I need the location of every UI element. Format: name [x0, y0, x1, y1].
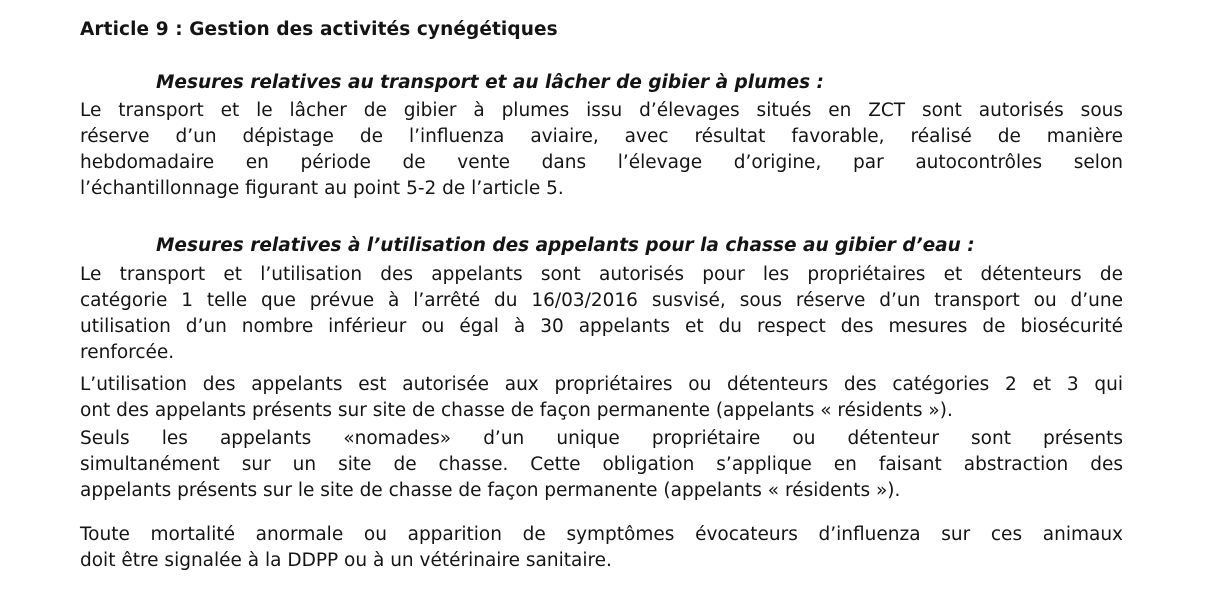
article-title: Article 9 : Gestion des activités cynégétiques	[80, 19, 558, 40]
text-line: Le transport et le lâcher de gibier à plumes issu d’élevages situés en ZCT sont autorisés sous	[80, 100, 1123, 121]
text-line: doit être signalée à la DDPP ou à un vétérinaire sanitaire.	[80, 550, 612, 571]
paragraph-transport-lacher	[80, 98, 1123, 202]
paragraph-appelants-categorie-1	[80, 262, 1123, 366]
paragraph-mortalite	[80, 522, 1123, 574]
text-line: Le transport et l’utilisation des appelants sont autorisés pour les propriétaires et détenteurs de	[80, 264, 1123, 285]
paragraph-appelants-nomades	[80, 426, 1123, 504]
text-line: L’utilisation des appelants est autorisée aux propriétaires ou détenteurs des catégories 2 et 3 qui	[80, 374, 1123, 395]
section-heading-appelants: Mesures relatives à l’utilisation des appelants pour la chasse au gibier d’eau :	[156, 235, 975, 256]
paragraph-appelants-categories-2-3	[80, 372, 1123, 424]
text-line: réserve d’un dépistage de l’influenza aviaire, avec résultat favorable, réalisé de manière	[80, 126, 1123, 147]
text-line: l’échantillonnage figurant au point 5-2 de l’article 5.	[80, 178, 564, 199]
text-line: ont des appelants présents sur site de chasse de façon permanente (appelants « résidents »).	[80, 400, 953, 421]
text-line: hebdomadaire en période de vente dans l’élevage d’origine, par autocontrôles selon	[80, 152, 1123, 173]
text-line: renforcée.	[80, 342, 175, 363]
text-line: appelants présents sur le site de chasse de façon permanente (appelants « résidents »).	[80, 480, 901, 501]
text-line: Toute mortalité anormale ou apparition de symptômes évocateurs d’influenza sur ces animaux	[80, 524, 1123, 545]
section-heading-transport-lacher: Mesures relatives au transport et au lâcher de gibier à plumes :	[156, 72, 824, 93]
text-line: utilisation d’un nombre inférieur ou égal à 30 appelants et du respect des mesures de biosécurité	[80, 316, 1123, 337]
text-line: Seuls les appelants «nomades» d’un unique propriétaire ou détenteur sont présents	[80, 428, 1123, 449]
text-line: catégorie 1 telle que prévue à l’arrêté du 16/03/2016 susvisé, sous réserve d’un transport ou d’une	[80, 290, 1123, 311]
text-line: simultanément sur un site de chasse. Cette obligation s’applique en faisant abstraction des	[80, 454, 1123, 475]
